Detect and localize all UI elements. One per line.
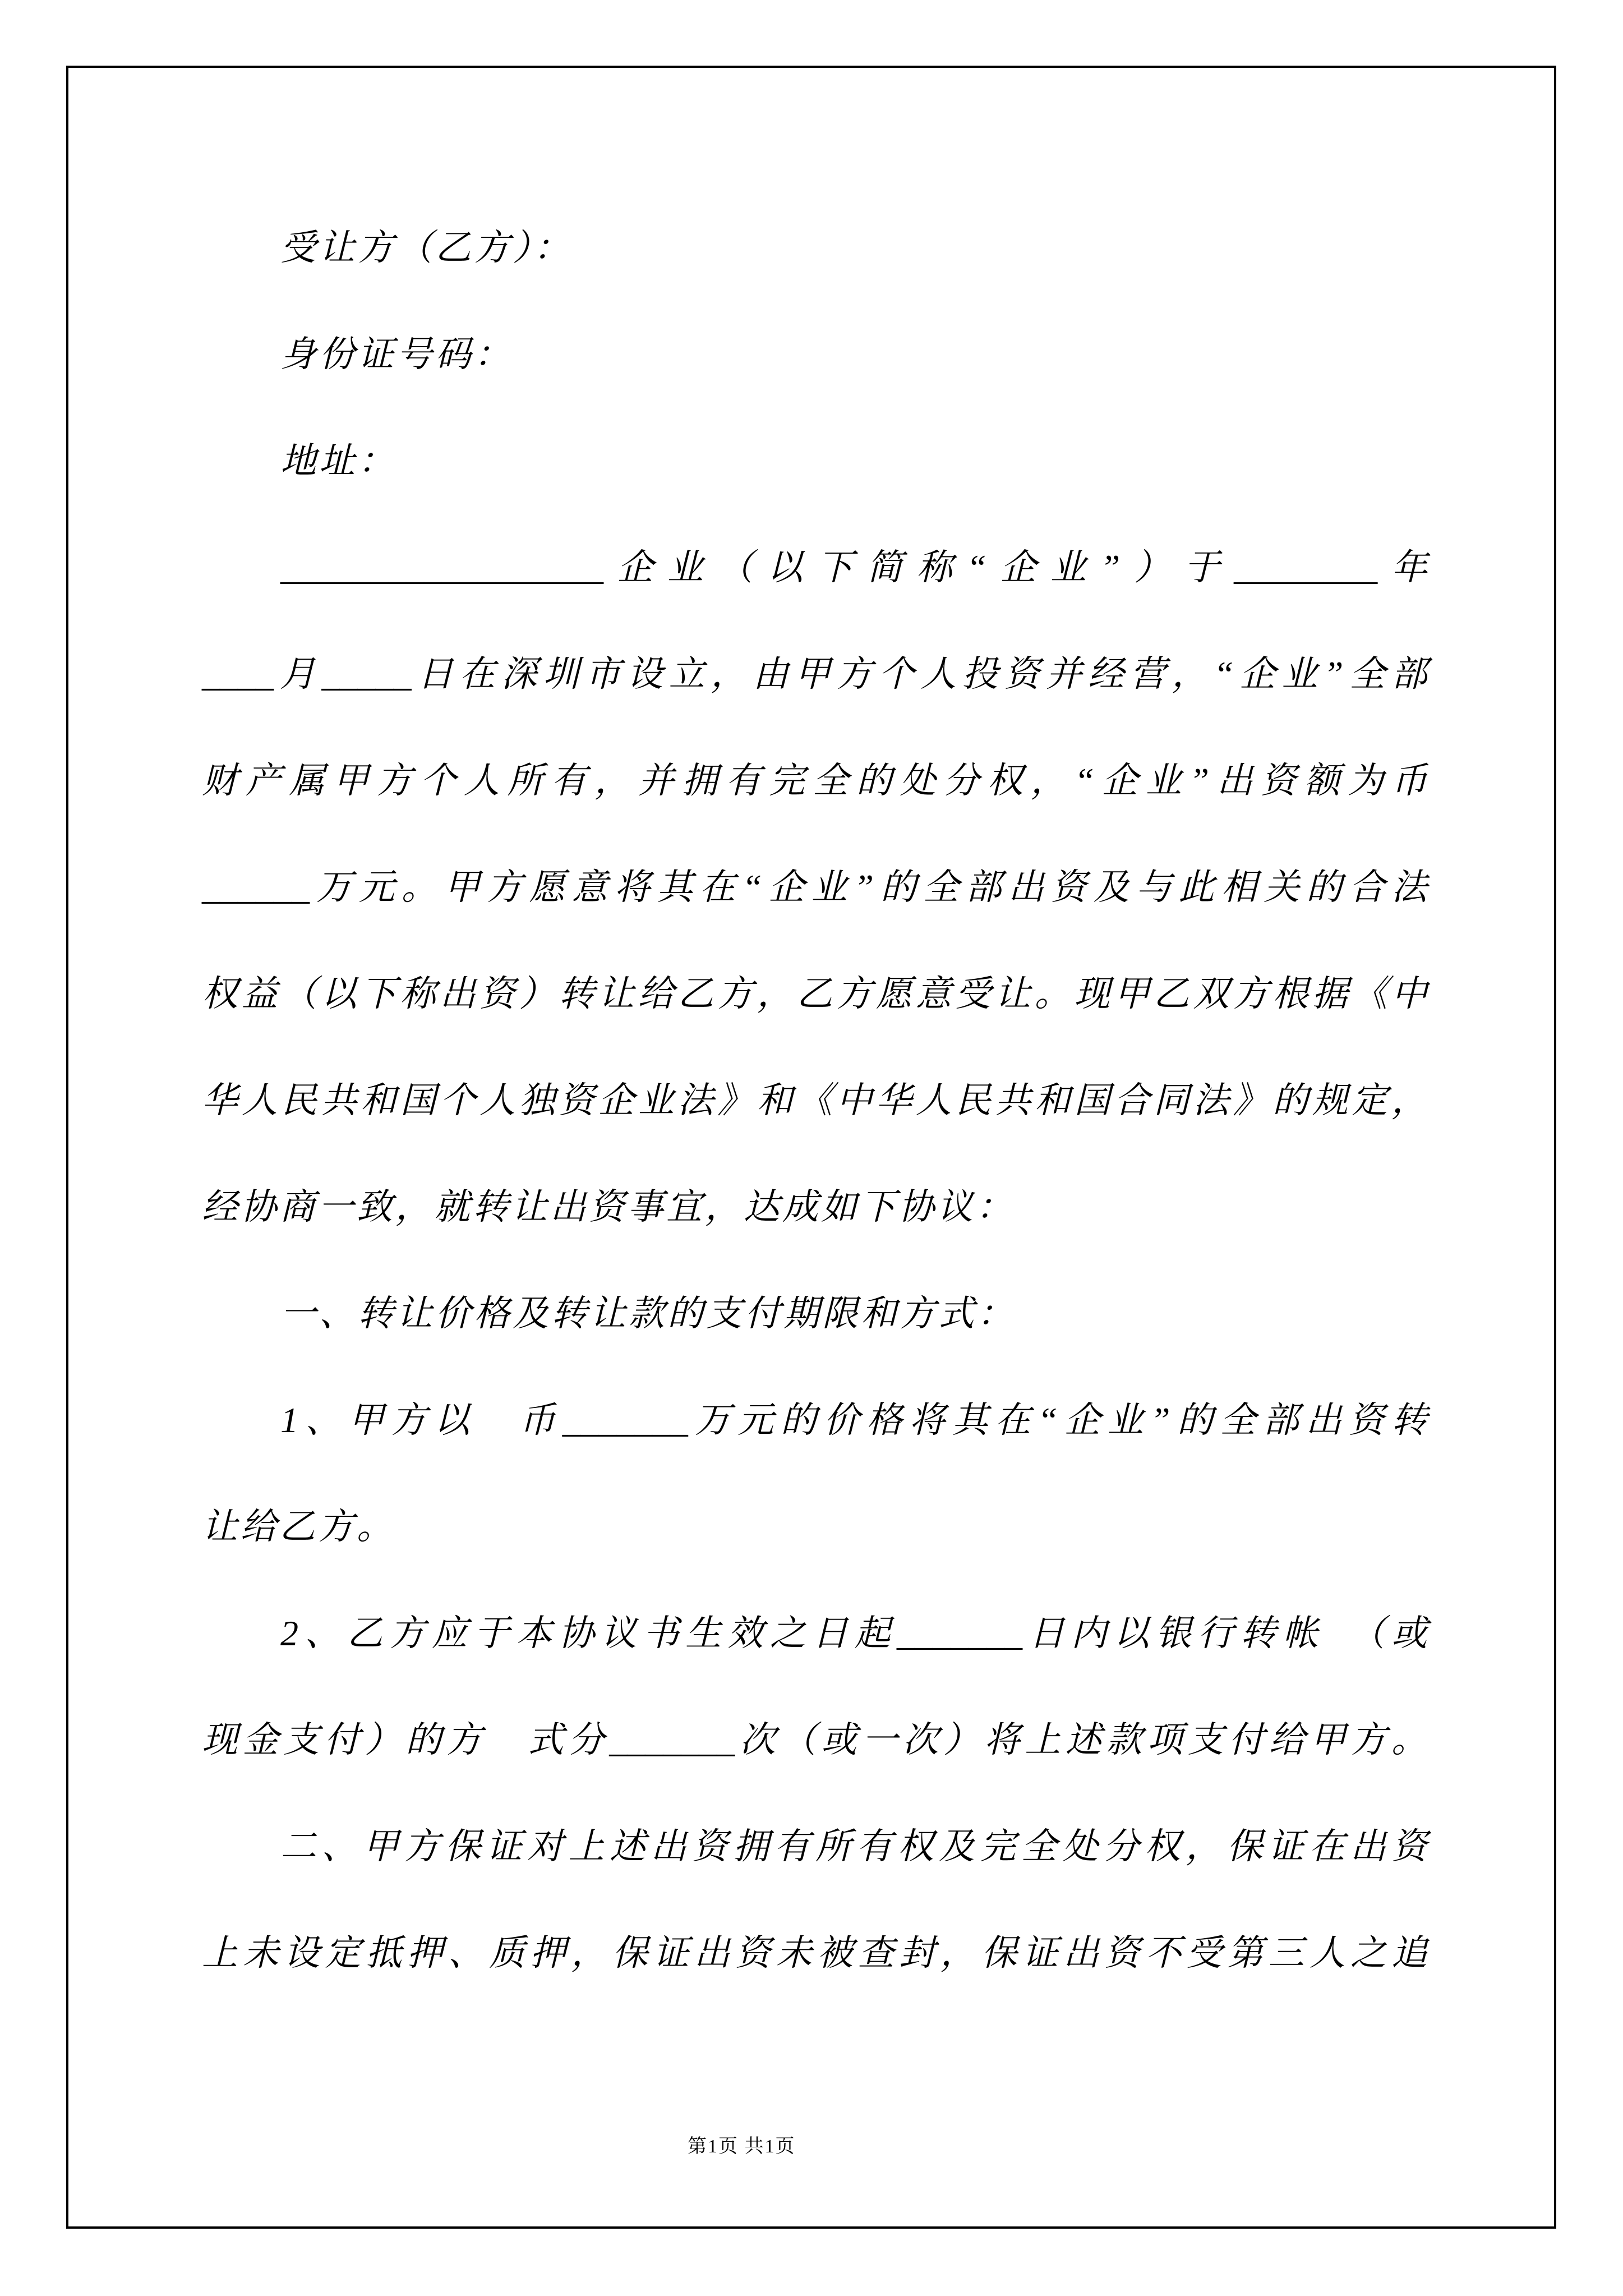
text-line: 地址： [280,441,396,481]
text-line: 现金支付）的方 式分_______次（或一次）将上述款项支付给甲方。 [202,1720,1427,1760]
text-line: 受让方（乙方）： [280,228,572,268]
text-line: 二、甲方保证对上述出资拥有所有权及完全处分权，保证在出资 [280,1826,1427,1866]
text-line: 让给乙方。 [202,1507,395,1547]
text-line: 身份证号码： [280,334,513,374]
text-line: 一、转让价格及转让款的支付期限和方式： [280,1294,1016,1333]
text-line: 华人民共和国个人独资企业法》和《中华人民共和国合同法》的规定， [202,1080,1427,1120]
text-line: 经协商一致，就转让出资事宜，达成如下协议： [202,1187,1015,1227]
text-line: __________________企业（以下简称“企业”）于________年 [280,547,1427,587]
text-line: 财产属甲方个人所有，并拥有完全的处分权，“企业”出资额为币 [202,761,1427,800]
text-line: 上未设定抵押、质押，保证出资未被查封，保证出资不受第三人之追 [202,1933,1427,1973]
text-line: 2、乙方应于本协议书生效之日起_______日内以银行转帐 （或 [280,1613,1427,1653]
text-line: ______万元。甲方愿意将其在“企业”的全部出资及与此相关的合法 [202,867,1427,907]
text-line: 权益（以下称出资）转让给乙方，乙方愿意受让。现甲乙双方根据《中 [202,974,1427,1014]
page-footer: 第1页 共1页 [688,2136,796,2157]
text-line: ____月_____日在深圳市设立，由甲方个人投资并经营，“企业”全部 [202,654,1427,694]
contract-text-block [202,195,1427,2007]
text-line: 1、甲方以 币_______万元的价格将其在“企业”的全部出资转 [280,1400,1427,1440]
